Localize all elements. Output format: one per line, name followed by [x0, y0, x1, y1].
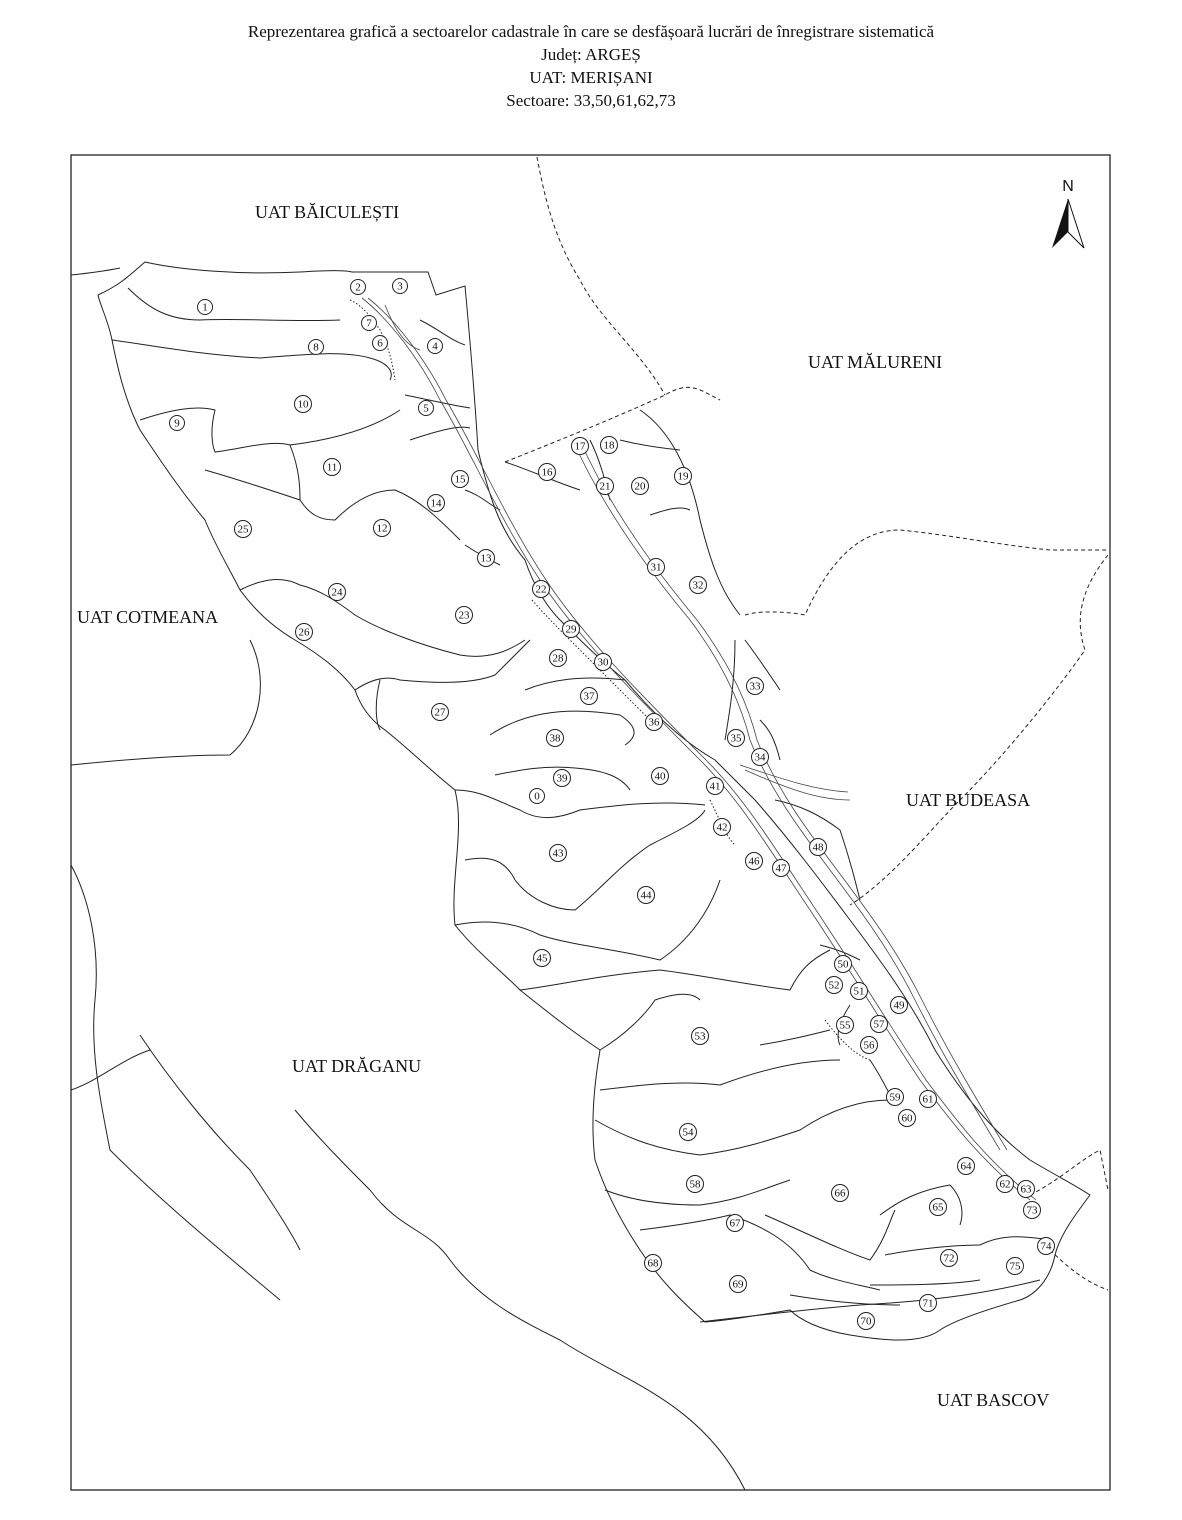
sector-label: 48 — [812, 841, 824, 854]
sector-label: 44 — [640, 889, 652, 902]
roads — [362, 298, 1036, 1200]
sector-label: 65 — [932, 1201, 944, 1214]
sector-marker-38 — [547, 730, 564, 747]
sector-label: 38 — [549, 732, 561, 745]
sector-marker-70 — [858, 1313, 875, 1330]
sector-label: 54 — [682, 1126, 694, 1139]
sector-marker-61 — [920, 1091, 937, 1108]
sector-label: 4 — [432, 340, 438, 353]
sector-marker-32 — [690, 577, 707, 594]
sector-marker-6 — [373, 336, 388, 351]
sector-marker-13 — [478, 550, 495, 567]
sector-label: 25 — [237, 523, 249, 536]
sector-marker-17 — [572, 438, 589, 455]
sector-label: 51 — [853, 985, 865, 998]
sector-marker-56 — [861, 1037, 878, 1054]
sector-label: 67 — [729, 1217, 741, 1230]
sector-marker-43 — [550, 845, 567, 862]
sector-marker-16 — [539, 464, 556, 481]
sector-marker-74 — [1038, 1238, 1055, 1255]
sector-label: 45 — [536, 952, 548, 965]
sector-marker-10 — [295, 396, 312, 413]
sector-label: 40 — [654, 770, 666, 783]
sector-label: 32 — [692, 579, 704, 592]
sector-marker-28 — [550, 650, 567, 667]
sector-label: 42 — [716, 821, 728, 834]
sector-label: 11 — [326, 461, 338, 474]
sector-marker-62 — [997, 1176, 1014, 1193]
sector-label: 59 — [889, 1091, 901, 1104]
label-uat-malureni: UAT MĂLURENI — [808, 352, 943, 372]
sector-label: 35 — [730, 732, 742, 745]
sector-marker-68 — [645, 1255, 662, 1272]
sector-marker-8 — [309, 340, 324, 355]
sector-label: 5 — [423, 402, 429, 415]
sectors-line: Sectoare: 33,50,61,62,73 — [506, 91, 676, 110]
sector-label: 63 — [1020, 1183, 1032, 1196]
sector-marker-63 — [1018, 1181, 1035, 1198]
sector-marker-26 — [296, 624, 313, 641]
sector-marker-72 — [941, 1250, 958, 1267]
sector-label: 14 — [430, 497, 442, 510]
sector-label: 27 — [434, 706, 446, 719]
sector-marker-22 — [533, 581, 550, 598]
sector-label: 29 — [565, 623, 577, 636]
sector-marker-33 — [747, 678, 764, 695]
sector-marker-50 — [835, 956, 852, 973]
sector-label: 41 — [709, 780, 721, 793]
sector-marker-59 — [887, 1089, 904, 1106]
sector-marker-51 — [851, 983, 868, 1000]
sector-marker-52 — [826, 977, 843, 994]
sector-label: 56 — [863, 1039, 875, 1052]
sector-label: 57 — [873, 1018, 885, 1031]
label-uat-baiculesti: UAT BĂICULEȘTI — [255, 202, 400, 222]
sector-label: 15 — [454, 473, 466, 486]
sector-label: 62 — [999, 1178, 1011, 1191]
sector-marker-0 — [530, 789, 545, 804]
sector-label: 49 — [893, 999, 905, 1012]
sector-marker-48 — [810, 839, 827, 856]
sector-label: 68 — [647, 1257, 659, 1270]
sector-label: 8 — [313, 341, 319, 354]
sector-label: 50 — [837, 958, 849, 971]
north-label: N — [1062, 178, 1074, 195]
sector-marker-2 — [351, 280, 366, 295]
sector-marker-14 — [428, 495, 445, 512]
north-arrow-icon — [1052, 199, 1068, 248]
sector-label: 18 — [603, 439, 615, 452]
sector-label: 30 — [597, 656, 609, 669]
sector-marker-1 — [198, 300, 213, 315]
sector-marker-40 — [652, 768, 669, 785]
sector-marker-30 — [595, 654, 612, 671]
sector-label: 23 — [458, 609, 470, 622]
sector-marker-54 — [680, 1124, 697, 1141]
sector-label: 61 — [922, 1093, 934, 1106]
sector-marker-46 — [746, 853, 763, 870]
sector-marker-58 — [687, 1176, 704, 1193]
sector-label: 75 — [1009, 1260, 1021, 1273]
map-title: Reprezentarea grafică a sectoarelor cadastrale în care se desfășoară lucrări de înregistrare sistematică — [247, 22, 935, 41]
neighbor-boundaries — [71, 157, 1108, 1490]
sector-label: 3 — [397, 280, 403, 293]
sector-marker-71 — [920, 1295, 937, 1312]
sector-label: 0 — [534, 790, 540, 803]
sector-marker-7 — [362, 316, 377, 331]
sector-label: 71 — [922, 1297, 934, 1310]
north-arrow — [1052, 178, 1084, 248]
sector-label: 43 — [552, 847, 564, 860]
sector-marker-18 — [601, 437, 618, 454]
sector-label: 70 — [860, 1315, 872, 1328]
label-uat-draganu: UAT DRĂGANU — [292, 1056, 422, 1076]
sector-marker-21 — [597, 478, 614, 495]
sector-marker-31 — [648, 559, 665, 576]
sector-label: 53 — [694, 1030, 706, 1043]
sector-marker-15 — [452, 471, 469, 488]
sector-label: 52 — [828, 979, 840, 992]
county-line: Județ: ARGEȘ — [541, 45, 641, 64]
sector-marker-53 — [692, 1028, 709, 1045]
sector-marker-27 — [432, 704, 449, 721]
sector-label: 31 — [650, 561, 662, 574]
sector-marker-45 — [534, 950, 551, 967]
sector-marker-42 — [714, 819, 731, 836]
sector-marker-25 — [235, 521, 252, 538]
sector-label: 16 — [541, 466, 553, 479]
sector-marker-4 — [428, 339, 443, 354]
sector-label: 60 — [901, 1112, 913, 1125]
sector-label: 10 — [297, 398, 309, 411]
sector-marker-47 — [773, 860, 790, 877]
sector-label: 64 — [960, 1160, 972, 1173]
sector-marker-73 — [1024, 1202, 1041, 1219]
sector-label: 21 — [599, 480, 611, 493]
sector-marker-49 — [891, 997, 908, 1014]
sector-label: 72 — [943, 1252, 955, 1265]
sector-marker-69 — [730, 1276, 747, 1293]
sector-marker-36 — [646, 714, 663, 731]
sector-marker-66 — [832, 1185, 849, 1202]
sector-marker-57 — [871, 1016, 888, 1033]
sector-label: 55 — [839, 1019, 851, 1032]
label-uat-cotmeana: UAT COTMEANA — [77, 607, 219, 627]
sector-marker-37 — [581, 688, 598, 705]
sector-label: 12 — [376, 522, 388, 535]
sector-marker-3 — [393, 279, 408, 294]
sector-marker-19 — [675, 468, 692, 485]
sector-label: 39 — [556, 772, 568, 785]
sector-marker-65 — [930, 1199, 947, 1216]
sector-label: 58 — [689, 1178, 701, 1191]
sector-marker-41 — [707, 778, 724, 795]
sector-marker-23 — [456, 607, 473, 624]
sector-marker-55 — [837, 1017, 854, 1034]
sector-label: 17 — [574, 440, 586, 453]
sector-marker-20 — [632, 478, 649, 495]
sector-label: 33 — [749, 680, 761, 693]
sector-label: 74 — [1040, 1240, 1052, 1253]
sector-marker-5 — [419, 401, 434, 416]
sector-label: 20 — [634, 480, 646, 493]
sector-label: 28 — [552, 652, 564, 665]
sector-label: 24 — [331, 586, 343, 599]
sector-label: 19 — [677, 470, 689, 483]
sector-marker-24 — [329, 584, 346, 601]
sector-label: 47 — [775, 862, 787, 875]
sector-label: 9 — [174, 417, 180, 430]
sector-marker-64 — [958, 1158, 975, 1175]
sector-label: 73 — [1026, 1204, 1038, 1217]
sector-label: 66 — [834, 1187, 846, 1200]
sector-marker-75 — [1007, 1258, 1024, 1275]
sector-label: 36 — [648, 716, 660, 729]
sector-label: 34 — [754, 751, 766, 764]
sector-label: 37 — [583, 690, 595, 703]
sector-label: 26 — [298, 626, 310, 639]
sector-label: 6 — [377, 337, 383, 350]
sector-label: 1 — [202, 301, 208, 314]
sector-marker-35 — [728, 730, 745, 747]
sector-marker-67 — [727, 1215, 744, 1232]
sector-marker-60 — [899, 1110, 916, 1127]
sector-label: 46 — [748, 855, 760, 868]
sector-marker-9 — [170, 416, 185, 431]
label-uat-bascov: UAT BASCOV — [937, 1390, 1050, 1410]
sector-label: 2 — [355, 281, 361, 294]
sector-marker-39 — [554, 770, 571, 787]
sector-marker-34 — [752, 749, 769, 766]
sector-label: 69 — [732, 1278, 744, 1291]
sector-marker-29 — [563, 621, 580, 638]
sector-marker-44 — [638, 887, 655, 904]
sector-label: 22 — [535, 583, 547, 596]
label-uat-budeasa: UAT BUDEASA — [906, 790, 1031, 810]
sector-label: 13 — [480, 552, 492, 565]
sector-marker-11 — [324, 459, 341, 476]
uat-line: UAT: MERIȘANI — [529, 68, 653, 87]
sector-marker-12 — [374, 520, 391, 537]
sector-label: 7 — [366, 317, 372, 330]
